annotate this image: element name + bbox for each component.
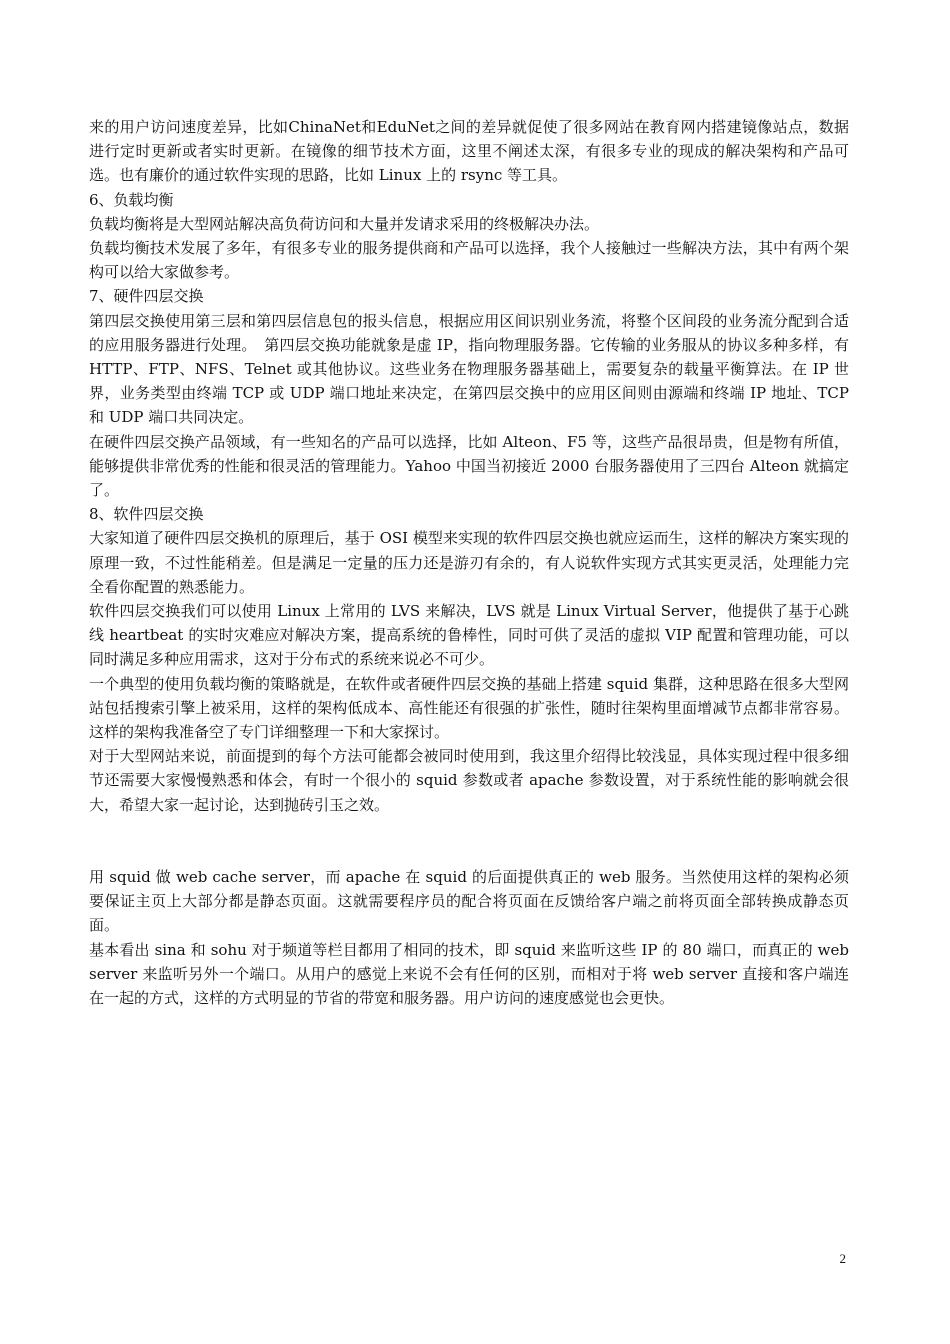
paragraph-load-balancing-options: 负载均衡技术发展了多年，有很多专业的服务提供商和产品可以选择，我个人接触过一些解决方法，其中有两个架构可以给大家做参考。 [89,239,849,282]
paragraph-lvs: 软件四层交换我们可以使用 Linux 上常用的 LVS 来解决，LVS 就是 Linux Virtual Server，他提供了基于心跳线 heartbeat 的实时灾难应对解决方案，提高系统的鲁棒性，同时可供了灵活的虚拟 VIP 配置和管理功能，可以同时满足多种应用需求，这对于分布式的系统来说必不可少。 [89,602,849,669]
page-number: 2 [839,1251,846,1266]
heading-hardware-l4: 7、硬件四层交换 [89,287,204,306]
paragraph-software-l4-principle: 大家知道了硬件四层交换机的原理后，基于 OSI 模型来实现的软件四层交换也就应运而生，这样的解决方案实现的原理一致，不过性能稍差。但是满足一定量的压力还是游刃有余的，有人说软件实现方式其实更灵活，处理能力完全看你配置的熟悉能力。 [89,529,849,596]
heading-load-balancing: 6、负载均衡 [89,190,174,209]
paragraph-sina-sohu: 基本看出 sina 和 sohu 对于频道等栏目都用了相同的技术，即 squid 来监听这些 IP 的 80 端口，而真正的 web server 来监听另外一个端口。从用户的感觉上来说不会有任何的区别，而相对于将 web server 直接和客户端连在一起的方式，这样的方式明显的节省的带宽和服务器。用户访问的速度感觉也会更快。 [89,940,849,1007]
paragraph-squid-cluster: 一个典型的使用负载均衡的策略就是，在软件或者硬件四层交换的基础上搭建 squid 集群，这种思路在很多大型网站包括搜索引擎上被采用，这样的架构低成本、高性能还有很强的扩张性，随时往架构里面增减节点都非常容易。这样的架构我准备空了专门详细整理一下和大家探讨。 [89,674,849,742]
heading-software-l4: 8、软件四层交换 [89,505,204,524]
paragraph-load-balancing-intro: 负载均衡将是大型网站解决高负荷访问和大量并发请求采用的终极解决办法。 [89,214,600,233]
document-body [89,115,849,1010]
paragraph-squid-web-cache: 用 squid 做 web cache server，而 apache 在 squid 的后面提供真正的 web 服务。当然使用这样的架构必须要保证主页上大部分都是静态页面。这就需要程序员的配合将页面在反馈给客户端之前将页面全部转换成静态页面。 [89,867,849,935]
paragraph-mirror-continuation: 来的用户访问速度差异，比如ChinaNet和EduNet之间的差异就促使了很多网站在教育网内搭建镜像站点，数据进行定时更新或者实时更新。在镜像的细节技术方面，这里不阐述太深，有很多专业的现成的解决架构和产品可选。也有廉价的通过软件实现的思路，比如 Linux 上的 rsync 等工具。 [89,118,849,185]
paragraph-hardware-products: 在硬件四层交换产品领域，有一些知名的产品可以选择，比如 Alteon、F5 等，这些产品很昂贵，但是物有所值，能够提供非常优秀的性能和很灵活的管理能力。Yahoo 中国当初接近 2000 台服务器使用了三四台 Alteon 就搞定了。 [89,432,849,500]
paragraph-conclusion: 对于大型网站来说，前面提到的每个方法可能都会被同时使用到，我这里介绍得比较浅显，具体实现过程中很多细节还需要大家慢慢熟悉和体会，有时一个很小的 squid 参数或者 apache 参数设置，对于系统性能的影响就会很大，希望大家一起讨论，达到抛砖引玉之效。 [89,747,849,814]
section-gap [89,817,849,865]
paragraph-l4-switching: 第四层交换使用第三层和第四层信息包的报头信息，根据应用区间识别业务流，将整个区间段的业务流分配到合适的应用服务器进行处理。 第四层交换功能就象是虚 IP，指向物理服务器。它传输的业务服从的协议多种多样，有 HTTP、FTP、NFS、Telnet 或其他协议。这些业务在物理服务器基础上，需要复杂的载量平衡算法。在 IP 世界，业务类型由终端 TCP 或 UDP 端口地址来决定，在第四层交换中的应用区间则由源端和终端 IP 地址、TCP 和 UDP 端口共同决定。 [89,311,849,427]
